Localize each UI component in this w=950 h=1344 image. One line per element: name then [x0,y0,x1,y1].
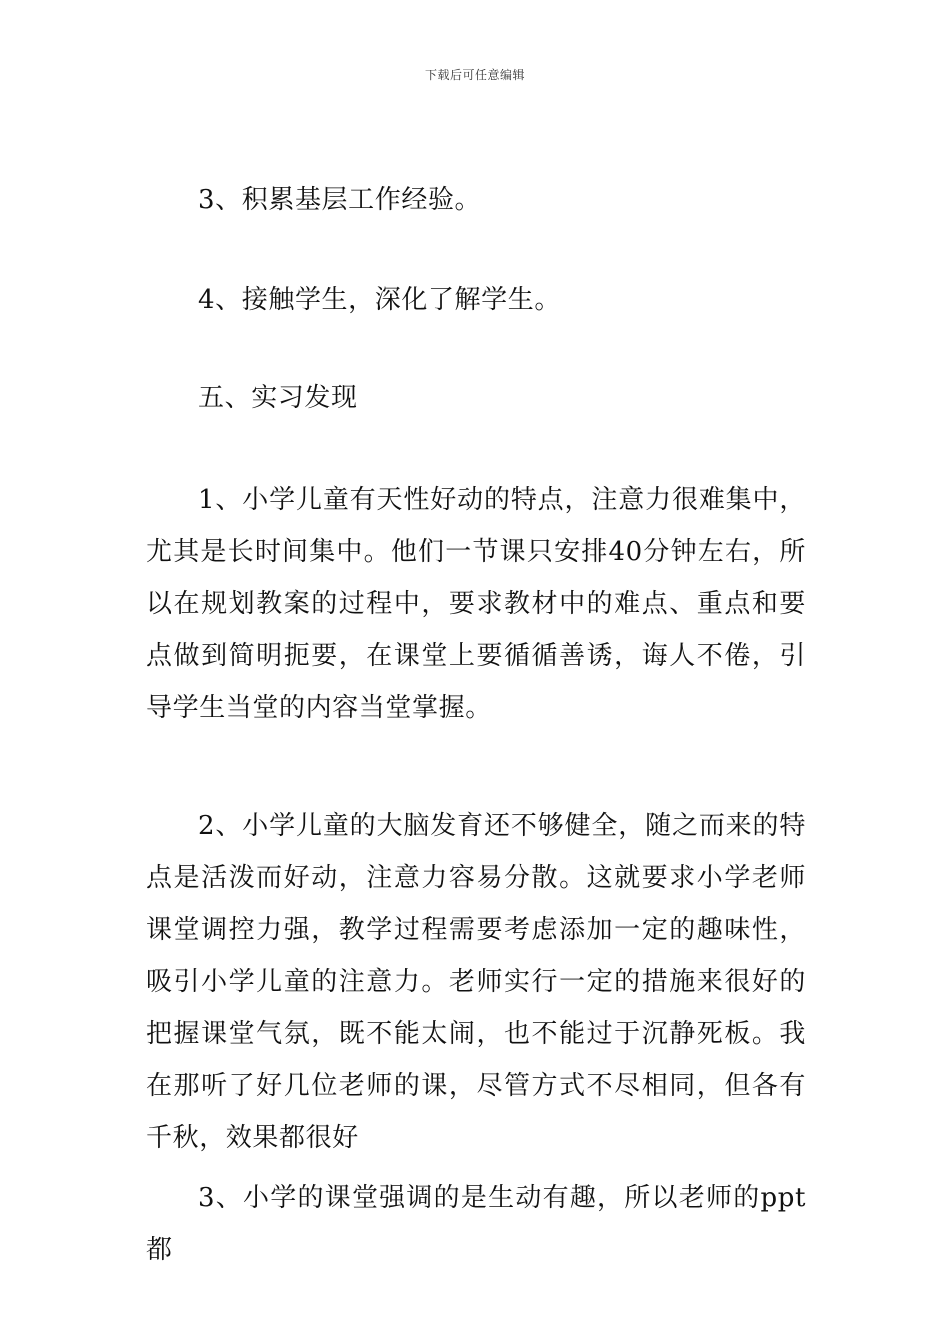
paragraph-item-3: 3、积累基层工作经验。 [198,185,482,215]
paragraph-item-4: 4、接触学生，深化了解学生。 [198,285,561,315]
finding-paragraph-2: 2、小学儿童的大脑发育还不够健全，随之而来的特点是活泼而好动，注意力容易分散。这就要求小学老师课堂调控力强，教学过程需要考虑添加一定的趣味性，吸引小学儿童的注意力。老师实行一定的措施来很好的把握课堂气氛，既不能太闹，也不能过于沉静死板。我在那听了好几位老师的课，尽管方式不尽相同，但各有千秋，效果都很好 [146,811,806,1153]
finding-paragraph-3: 3、小学的课堂强调的是生动有趣，所以老师的ppt都 [146,1183,806,1265]
finding-paragraph-1: 1、小学儿童有天性好动的特点，注意力很难集中，尤其是长时间集中。他们一节课只安排40分钟左右，所以在规划教案的过程中，要求教材中的难点、重点和要点做到简明扼要，在课堂上要循循善诱，诲人不倦，引导学生当堂的内容当堂掌握。 [146,485,806,723]
header-note: 下载后可任意编辑 [424,68,525,82]
section-heading: 五、实习发现 [198,383,358,413]
